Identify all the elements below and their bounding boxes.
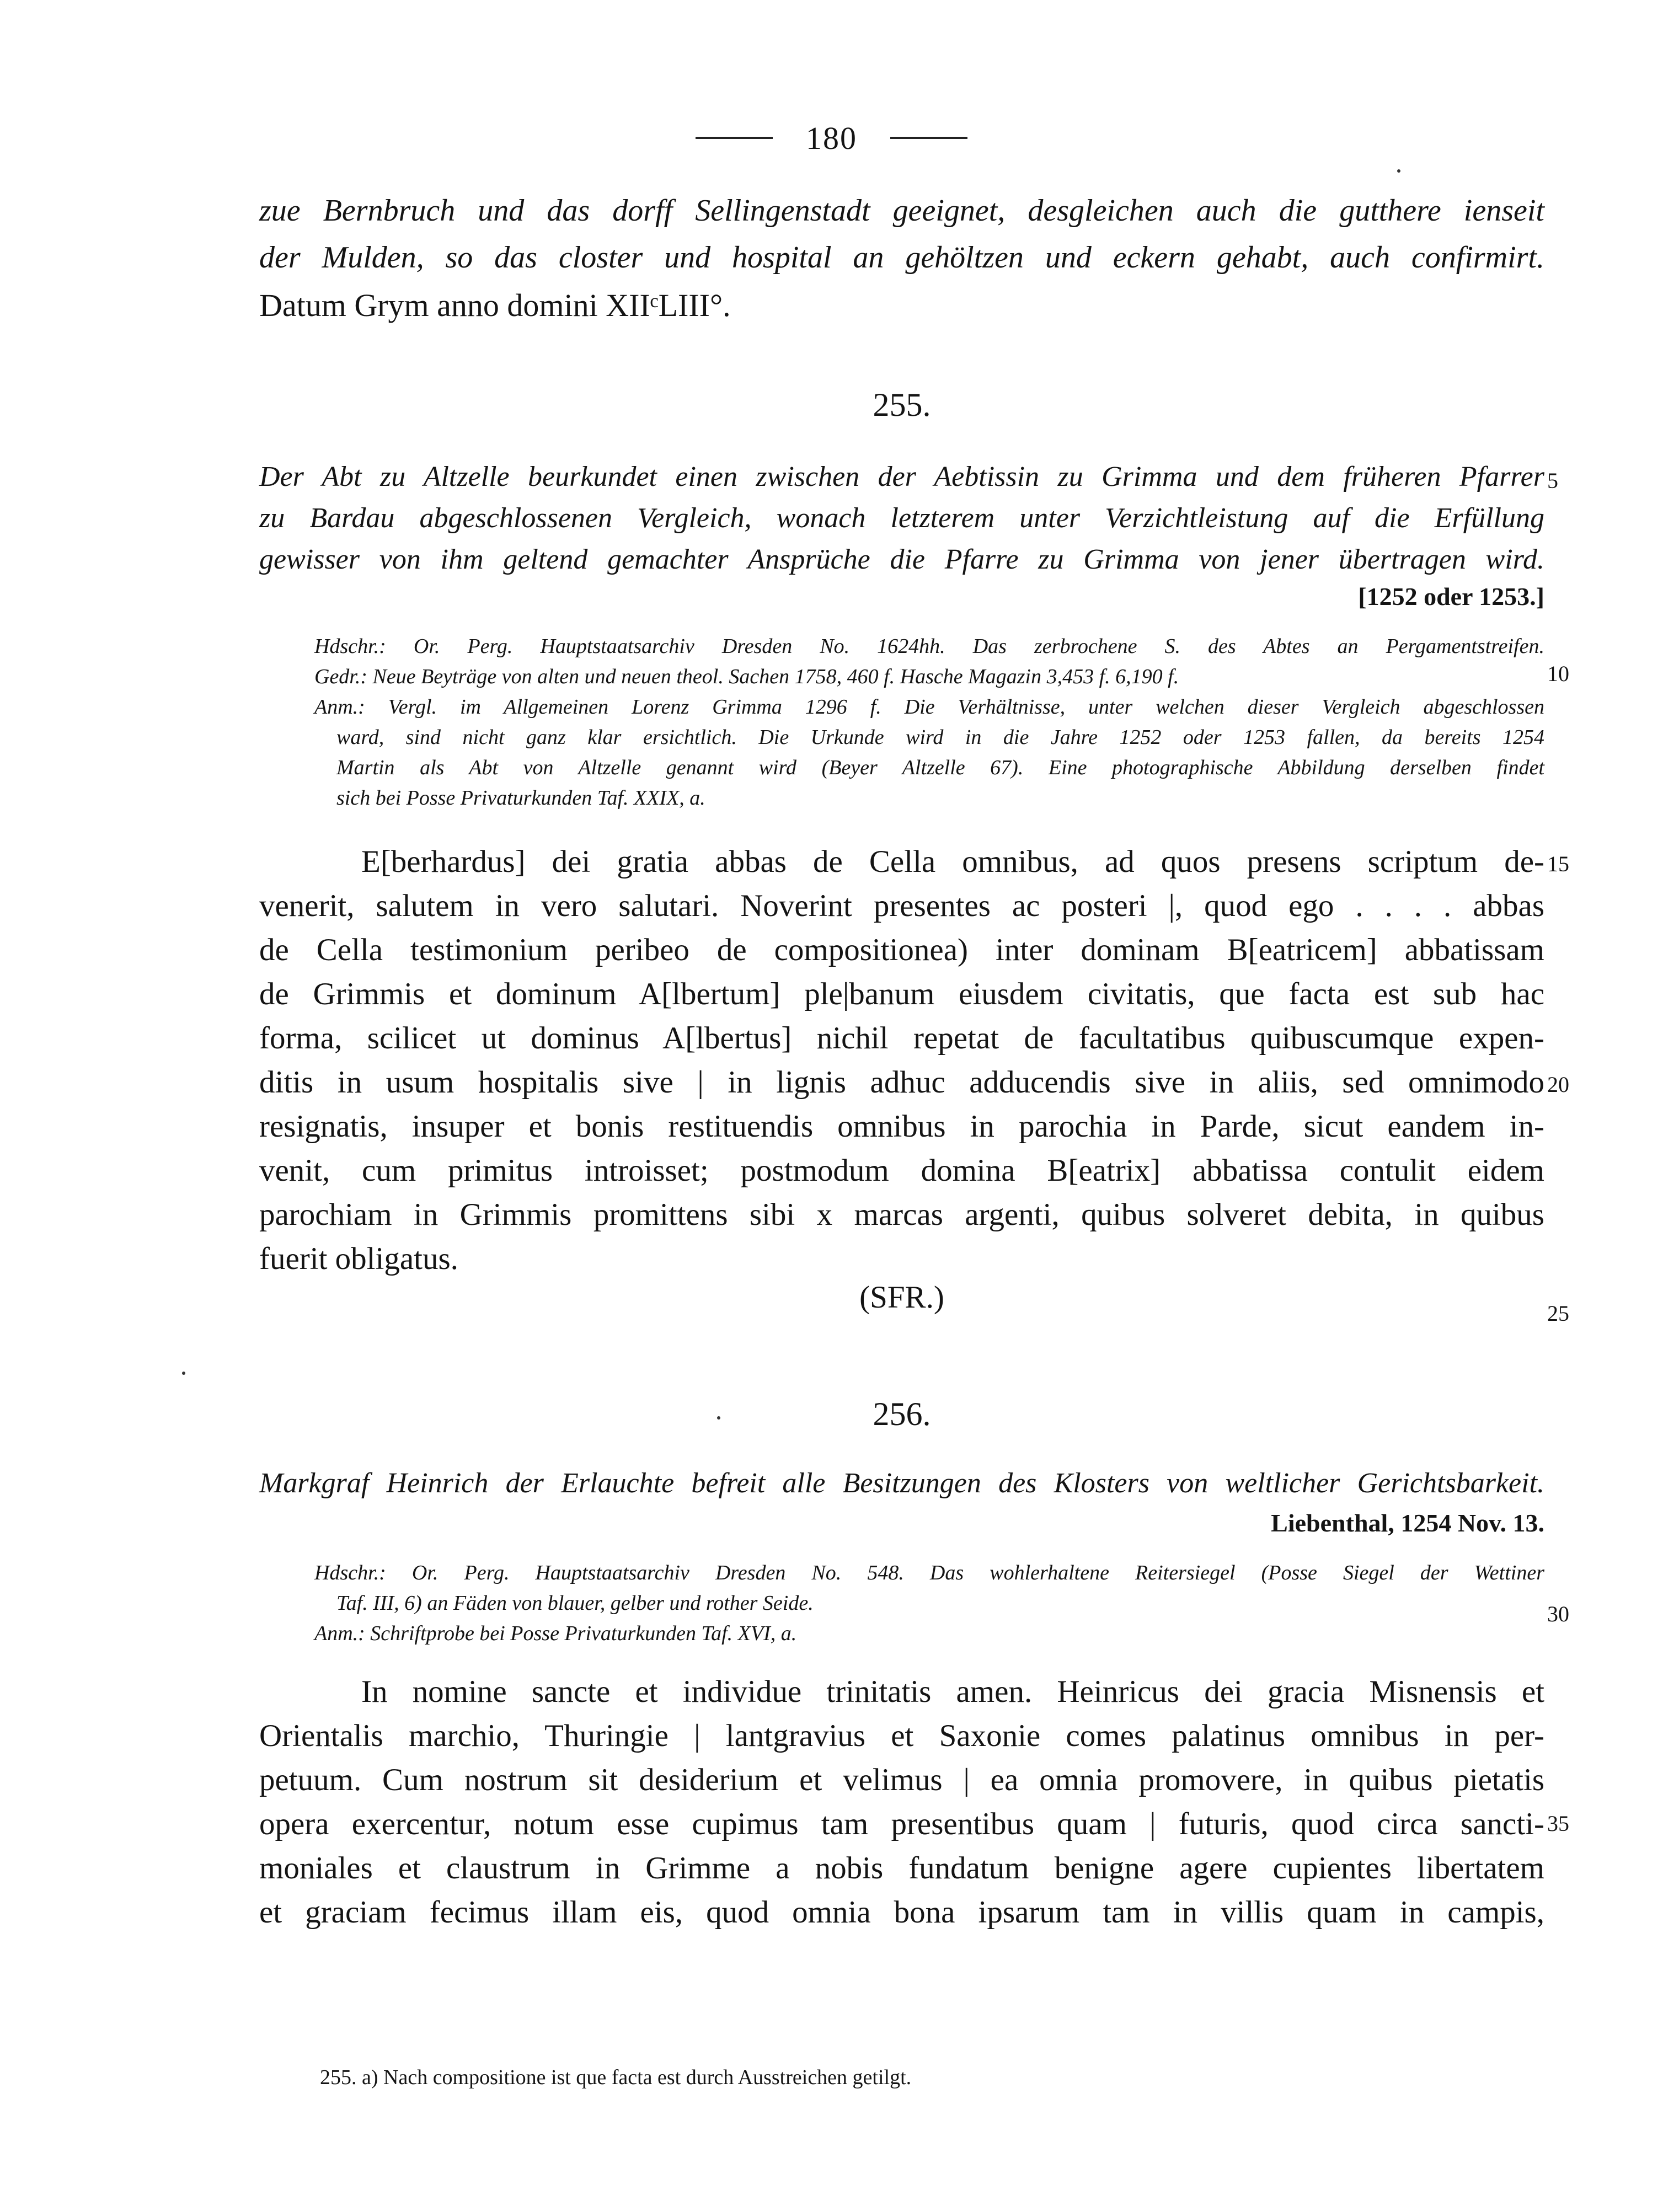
margin-line-number: 5 xyxy=(1547,468,1558,493)
body-line: parochiam in Grimmis promittens sibi x marcas argenti, quibus solveret debita, in quibus xyxy=(259,1197,1544,1232)
print-speck xyxy=(182,1372,185,1375)
note-line: Taf. III, 6) an Fäden von blauer, gelber und rother Seide. xyxy=(336,1592,814,1615)
body-line: et graciam fecimus illam eis, quod omnia bona ipsarum tam in villis quam in campis, xyxy=(259,1895,1544,1930)
body-line: de Cella testimonium peribeo de compositionea) inter dominam B[eatricem] abbatissam xyxy=(259,933,1544,967)
margin-line-number: 30 xyxy=(1547,1602,1569,1626)
body-line: petuum. Cum nostrum sit desiderium et velimus | ea omnia promovere, in quibus pietatis xyxy=(259,1763,1544,1797)
document-256 xyxy=(259,1395,1544,1958)
body-line: forma, scilicet ut dominus A[lbertus] nichil repetat de facultatibus quibuscumque expen- xyxy=(259,1021,1544,1056)
footnote xyxy=(259,2065,1544,2098)
body-line: moniales et claustrum in Grimme a nobis fundatum benigne agere cupientes libertatem xyxy=(259,1851,1544,1886)
document-number: 256. xyxy=(873,1396,931,1432)
note-line: Martin als Abt von Altzelle genannt wird (Beyer Altzelle 67). Eine photographische Abbildung derselben findet xyxy=(336,756,1544,779)
note-line: sich bei Posse Privaturkunden Taf. XXIX, a. xyxy=(336,786,705,810)
datum-line: Datum Grym anno domini XIIᶜLIII°. xyxy=(259,287,731,323)
print-speck xyxy=(1397,169,1400,173)
summary-line: gewisser von ihm geltend gemachter Ansprüche die Pfarre zu Grimma von jener übertragen wird. xyxy=(259,544,1544,575)
seal-mark: (SFR.) xyxy=(859,1280,944,1315)
margin-line-number: 10 xyxy=(1547,661,1569,686)
intro-line: zue Bernbruch und das dorff Sellingenstadt geeignet, desgleichen auch die gutthere ienseit xyxy=(259,194,1544,228)
document-number: 255. xyxy=(873,387,931,423)
margin-line-number: 20 xyxy=(1547,1072,1569,1097)
summary-line: zu Bardau abgeschlossenen Vergleich, wonach letzterem unter Verzichtleistung auf die Erfüllung xyxy=(259,502,1544,534)
note-line: Gedr.: Neue Beyträge von alten und neuen theol. Sachen 1758, 460 f. Hasche Magazin 3,453 f. 6,190 f. xyxy=(314,665,1179,688)
body-line: fuerit obligatus. xyxy=(259,1241,458,1276)
body-line: Orientalis marchio, Thuringie | lantgravius et Saxonie comes palatinus omnibus in per- xyxy=(259,1718,1544,1753)
previous-document-ending xyxy=(259,193,1544,331)
body-line: de Grimmis et dominum A[lbertum] ple|banum eiusdem civitatis, que facta est sub hac xyxy=(259,977,1544,1011)
note-line: ward, sind nicht ganz klar ersichtlich. Die Urkunde wird in die Jahre 1252 oder 1253 fallen, da bereits 1254 xyxy=(336,726,1544,749)
body-line: resignatis, insuper et bonis restituendis omnibus in parochia in Parde, sicut eandem in- xyxy=(259,1109,1544,1144)
note-line: Hdschr.: Or. Perg. Hauptstaatsarchiv Dresden No. 548. Das wohlerhaltene Reitersiegel (Posse Siegel der Wettiner xyxy=(314,1561,1544,1584)
page-header xyxy=(0,119,1663,157)
body-line: In nomine sancte et individue trinitatis amen. Heinricus dei gracia Misnensis et xyxy=(361,1674,1544,1709)
header-rule-right xyxy=(890,137,967,139)
document-dating: [1252 oder 1253.] xyxy=(1358,582,1544,610)
document-255 xyxy=(259,386,1544,1324)
header-rule-left xyxy=(696,137,773,139)
note-line: Anm.: Schriftprobe bei Posse Privaturkunden Taf. XVI, a. xyxy=(314,1622,797,1645)
print-speck xyxy=(717,1416,720,1420)
body-line: venerit, salutem in vero salutari. Noverint presentes ac posteri |, quod ego . . . . abbas xyxy=(259,888,1544,923)
body-line: E[berhardus] dei gratia abbas de Cella omnibus, ad quos presens scriptum de- xyxy=(361,844,1544,879)
summary-line: Markgraf Heinrich der Erlauchte befreit alle Besitzungen des Klosters von weltlicher Gerichtsbarkeit. xyxy=(259,1467,1544,1499)
margin-line-number: 35 xyxy=(1547,1811,1569,1836)
page-number: 180 xyxy=(806,120,857,156)
body-line: ditis in usum hospitalis sive | in lignis adhuc adducendis sive in aliis, sed omnimodo xyxy=(259,1065,1544,1100)
note-line: Hdschr.: Or. Perg. Hauptstaatsarchiv Dresden No. 1624hh. Das zerbrochene S. des Abtes an Pergamentstreifen. xyxy=(314,635,1544,658)
margin-line-number: 25 xyxy=(1547,1301,1569,1326)
body-line: venit, cum primitus introisset; postmodum domina B[eatrix] abbatissa contulit eidem xyxy=(259,1153,1544,1188)
footnote-text: 255. a) Nach compositione ist que facta est durch Ausstreichen getilgt. xyxy=(320,2066,912,2089)
intro-line: der Mulden, so das closter und hospital an gehöltzen und eckern gehabt, auch confirmirt. xyxy=(259,240,1544,275)
document-dating: Liebenthal, 1254 Nov. 13. xyxy=(1271,1509,1544,1537)
body-line: opera exercentur, notum esse cupimus tam presentibus quam | futuris, quod circa sancti- xyxy=(259,1807,1544,1841)
note-line: Anm.: Vergl. im Allgemeinen Lorenz Grimma 1296 f. Die Verhältnisse, unter welchen dieser Vergleich abgeschlossen xyxy=(314,695,1544,719)
margin-line-number: 15 xyxy=(1547,851,1569,876)
summary-line: Der Abt zu Altzelle beurkundet einen zwischen der Aebtissin zu Grimma und dem früheren Pfarrer xyxy=(259,461,1544,492)
